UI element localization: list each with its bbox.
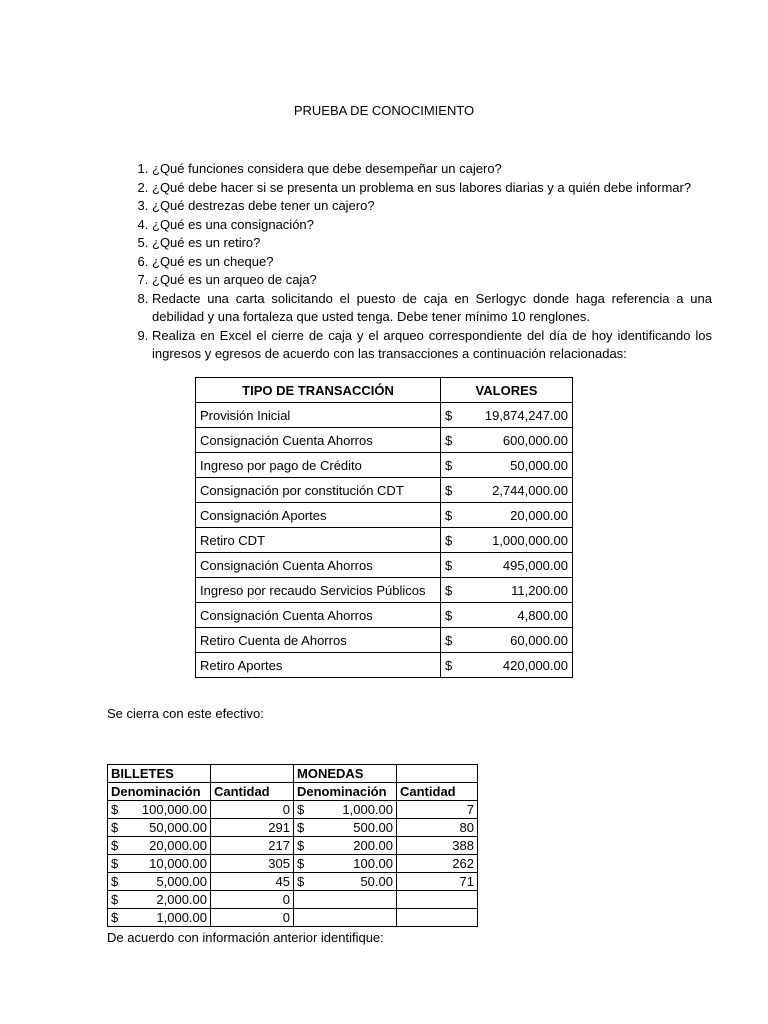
currency-symbol: $ [445,632,453,648]
transaction-type: Provisión Inicial [196,403,441,428]
monedas-qty-header: Cantidad [397,783,478,801]
amount-value: 2,744,000.00 [492,482,568,498]
billetes-qty-header: Cantidad [211,783,294,801]
amount-value: 20,000.00 [510,507,568,523]
transaction-value-cell [441,428,573,453]
billete-quantity: 0 [211,891,294,909]
amount-value: 1,000,000.00 [492,532,568,548]
moneda-denom-value [297,856,393,871]
moneda-denomination [294,855,397,873]
currency-symbol: $ [445,557,453,573]
transaction-value-cell [441,453,573,478]
billete-denomination [108,909,211,927]
question-item: 2. ¿Qué debe hacer si se presenta un problema en sus labores diarias y a quién debe informar? [152,179,712,198]
currency-symbol: $ [445,407,453,423]
transaction-value [445,433,568,448]
billete-denom-value [111,802,207,817]
billete-denom-value [111,820,207,835]
currency-symbol: $ [111,910,119,925]
moneda-denomination [294,801,397,819]
amount-value: 19,874,247.00 [484,407,568,423]
table-row [108,837,478,855]
billetes-label: BILLETES [108,765,211,783]
currency-symbol: $ [111,856,119,871]
transaction-value-cell [441,403,573,428]
moneda-denomination [294,873,397,891]
transaction-type: Consignación Aportes [196,503,441,528]
table-row [108,909,478,927]
table-row [196,653,573,678]
question-item: 4. ¿Qué es una consignación? [152,216,712,235]
question-item: 7. ¿Qué es un arqueo de caja? [152,271,712,290]
transaction-value-cell [441,478,573,503]
currency-symbol: $ [297,802,305,817]
billete-denom-value [111,856,207,871]
billete-denomination [108,855,211,873]
table-row [108,801,478,819]
transaction-value-cell [441,553,573,578]
moneda-denomination [294,909,397,927]
transaction-value-cell [441,528,573,553]
transaction-value [445,483,568,498]
moneda-denom-value [297,874,393,889]
question-item: 8. Redacte una carta solicitando el puesto de caja en Serlogyc donde haga referencia a una debilidad y una fortaleza que usted tenga. Debe tener mínimo 10 renglones. [152,290,712,327]
transaction-type: Ingreso por recaudo Servicios Públicos [196,578,441,603]
currency-symbol: $ [445,582,453,598]
transaction-value [445,408,568,423]
table-row [196,503,573,528]
billete-denom-value [111,838,207,853]
currency-symbol: $ [445,607,453,623]
currency-symbol: $ [445,457,453,473]
transaction-value-cell [441,578,573,603]
table-row [196,478,573,503]
transaction-type: Retiro CDT [196,528,441,553]
page-title: PRUEBA DE CONOCIMIENTO [293,103,475,118]
transaction-type: Consignación por constitución CDT [196,478,441,503]
currency-symbol: $ [111,838,119,853]
moneda-quantity: 388 [397,837,478,855]
moneda-denom-value [297,838,393,853]
transaction-value-cell [441,628,573,653]
moneda-quantity [397,891,478,909]
question-item: 6. ¿Qué es un cheque? [152,253,712,272]
transaction-value-cell [441,503,573,528]
transaction-value [445,633,568,648]
header-type: TIPO DE TRANSACCIÓN [196,378,441,403]
table-row [108,891,478,909]
question-item: 3. ¿Qué destrezas debe tener un cajero? [152,197,712,216]
currency-symbol: $ [445,432,453,448]
table-row [196,603,573,628]
billete-denomination [108,873,211,891]
amount-value: 100.00 [353,856,393,871]
transaction-type: Consignación Cuenta Ahorros [196,553,441,578]
moneda-denom-value [297,802,393,817]
cash-group-row [108,765,478,783]
billete-denomination [108,891,211,909]
transaction-value [445,583,568,598]
billete-quantity: 45 [211,873,294,891]
table-row [108,855,478,873]
header-value: VALORES [441,378,573,403]
amount-value: 500.00 [353,820,393,835]
cash-intro: Se cierra con este efectivo: [107,706,264,721]
table-row [196,553,573,578]
moneda-quantity: 80 [397,819,478,837]
amount-value: 4,800.00 [517,607,568,623]
amount-value: 5,000.00 [156,874,207,889]
billete-denom-value [111,910,207,925]
currency-symbol: $ [445,657,453,673]
table-row [196,578,573,603]
moneda-denom-value [297,820,393,835]
currency-symbol: $ [111,802,119,817]
monedas-denom-header: Denominación [294,783,397,801]
table-row [108,819,478,837]
amount-value: 495,000.00 [502,557,568,573]
currency-symbol: $ [297,820,305,835]
table-row [108,873,478,891]
question-item: 1. ¿Qué funciones considera que debe desempeñar un cajero? [152,160,712,179]
amount-value: 1,000.00 [342,802,393,817]
currency-symbol: $ [111,820,119,835]
currency-symbol: $ [297,838,305,853]
transaction-type: Ingreso por pago de Crédito [196,453,441,478]
table-row [196,428,573,453]
billete-quantity: 291 [211,819,294,837]
billete-quantity: 217 [211,837,294,855]
amount-value: 60,000.00 [510,632,568,648]
empty-cell [397,765,478,783]
question-item: 5. ¿Qué es un retiro? [152,234,712,253]
moneda-denomination [294,837,397,855]
billete-quantity: 0 [211,909,294,927]
transaction-value [445,533,568,548]
question-item: 9. Realiza en Excel el cierre de caja y el arqueo correspondiente del día de hoy identificando los ingresos y egresos de acuerdo con las transacciones a continuación relacionadas: [152,327,712,364]
billete-denomination [108,801,211,819]
amount-value: 10,000.00 [149,856,207,871]
amount-value: 50,000.00 [510,457,568,473]
cash-table [107,764,478,927]
currency-symbol: $ [445,507,453,523]
moneda-quantity [397,909,478,927]
amount-value: 420,000.00 [502,657,568,673]
billete-denomination [108,837,211,855]
billete-denom-value [111,892,207,907]
amount-value: 200.00 [353,838,393,853]
table-row [196,528,573,553]
amount-value: 2,000.00 [156,892,207,907]
transaction-type: Retiro Aportes [196,653,441,678]
currency-symbol: $ [445,532,453,548]
billete-denomination [108,819,211,837]
transaction-value-cell [441,653,573,678]
table-row [196,628,573,653]
amount-value: 11,200.00 [511,582,568,598]
transaction-value [445,458,568,473]
monedas-label: MONEDAS [294,765,397,783]
billete-quantity: 305 [211,855,294,873]
cash-header-row [108,783,478,801]
moneda-denomination [294,819,397,837]
amount-value: 1,000.00 [156,910,207,925]
transaction-type: Consignación Cuenta Ahorros [196,603,441,628]
transaction-type: Retiro Cuenta de Ahorros [196,628,441,653]
moneda-quantity: 7 [397,801,478,819]
transaction-value [445,508,568,523]
currency-symbol: $ [111,892,119,907]
table-row [196,403,573,428]
transaction-value [445,658,568,673]
amount-value: 50.00 [360,874,393,889]
amount-value: 600,000.00 [502,432,568,448]
footer-text: De acuerdo con información anterior identifique: [107,930,384,945]
question-list [107,160,712,364]
billete-quantity: 0 [211,801,294,819]
transactions-table [195,377,573,678]
currency-symbol: $ [111,874,119,889]
transaction-value [445,558,568,573]
amount-value: 50,000.00 [149,820,207,835]
moneda-quantity: 71 [397,873,478,891]
transaction-type: Consignación Cuenta Ahorros [196,428,441,453]
amount-value: 100,000.00 [141,802,207,817]
moneda-quantity: 262 [397,855,478,873]
amount-value: 20,000.00 [149,838,207,853]
currency-symbol: $ [297,856,305,871]
transaction-value [445,608,568,623]
transaction-value-cell [441,603,573,628]
billete-denom-value [111,874,207,889]
table-row [196,453,573,478]
billetes-denom-header: Denominación [108,783,211,801]
empty-cell [211,765,294,783]
moneda-denomination [294,891,397,909]
currency-symbol: $ [445,482,453,498]
currency-symbol: $ [297,874,305,889]
table-header-row [196,378,573,403]
